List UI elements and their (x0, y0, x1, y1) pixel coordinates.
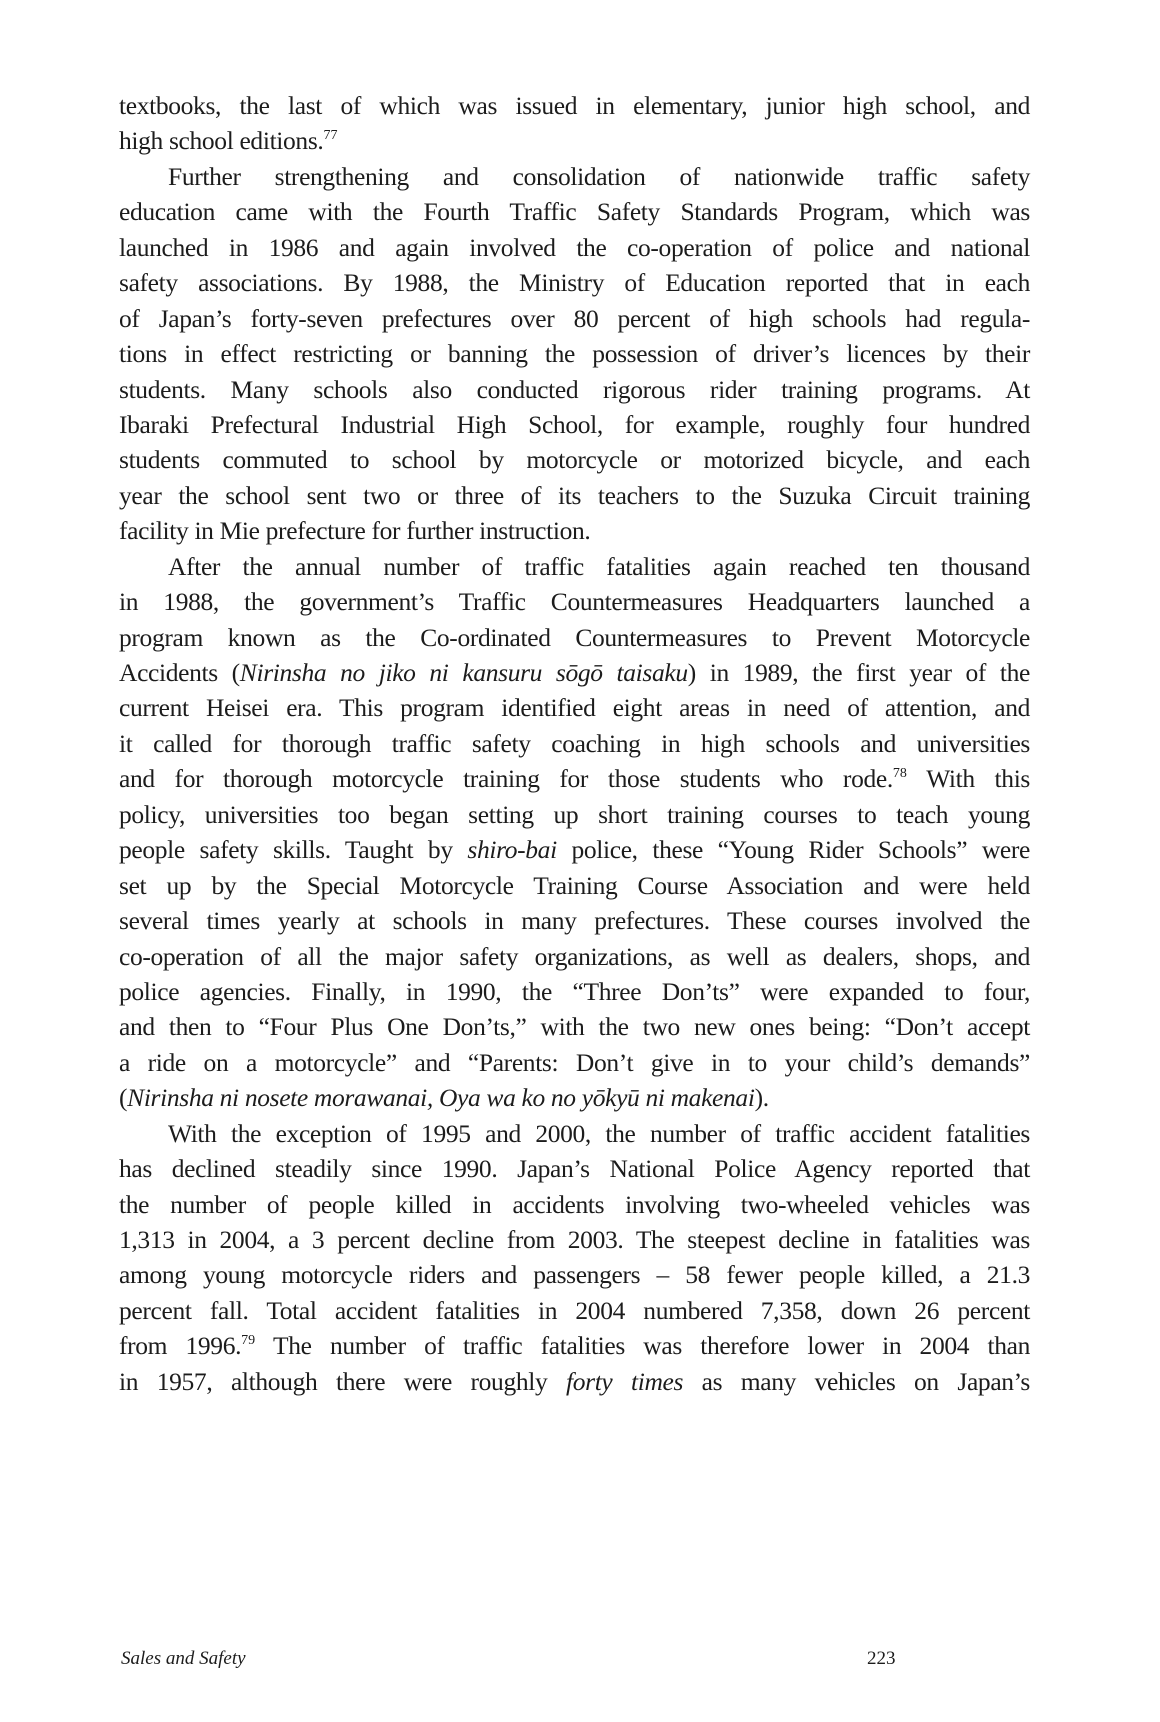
text-segment: has declined steadily since 1990. Japan’s National Police Agency reported that (119, 1154, 1030, 1184)
text-line (119, 230, 1030, 265)
text-segment: in 1957, although there were roughly (119, 1366, 566, 1396)
text-line (119, 903, 1030, 938)
text-line (119, 1045, 1030, 1080)
text-line (119, 301, 1030, 336)
text-segment: several times yearly at schools in many prefectures. These courses involved the (119, 906, 1030, 936)
text-line (119, 513, 1030, 548)
text-segment: program known as the Co-ordinated Countermeasures to Prevent Motorcycle (119, 622, 1030, 652)
paragraph (119, 88, 1030, 159)
text-segment: percent fall. Total accident fatalities in 2004 numbered 7,358, down 26 percent (119, 1295, 1030, 1325)
text-segment: facility in Mie prefecture for further instruction. (119, 516, 591, 546)
text-line (119, 194, 1030, 229)
text-segment: With the exception of 1995 and 2000, the number of traffic accident fatalities (168, 1118, 1030, 1148)
text-segment: Accidents ( (119, 658, 240, 687)
text-segment: among young motorcycle riders and passengers – 58 fewer people killed, a 21.3 (119, 1260, 1030, 1290)
text-segment: students commuted to school by motorcycle or motorized bicycle, and each (119, 445, 1030, 475)
body-text (119, 88, 1030, 1399)
text-segment: students. Many schools also conducted rigorous rider training programs. At (119, 374, 1030, 404)
text-segment: tions in effect restricting or banning the possession of driver’s licences by their (119, 339, 1030, 369)
text-segment: from 1996. (119, 1331, 242, 1361)
text-line (119, 974, 1030, 1009)
text-line (119, 797, 1030, 832)
text-segment: set up by the Special Motorcycle Training Course Association and were held (119, 870, 1030, 900)
text-segment: of Japan’s forty-seven prefectures over 80 percent of high schools had regula- (119, 303, 1030, 333)
text-segment: ). (754, 1083, 769, 1113)
text-segment: police, these “Young Rider Schools” were (556, 835, 1030, 865)
text-segment: Further strengthening and consolidation of nationwide traffic safety (168, 161, 1030, 191)
text-segment: high school editions. (119, 126, 324, 156)
text-segment: education came with the Fourth Traffic Safety Standards Program, which was (119, 197, 1030, 227)
text-segment: ) in 1989, the first year of the (687, 658, 1030, 687)
text-segment: in 1988, the government’s Traffic Countermeasures Headquarters launched a (119, 587, 1030, 617)
footnote-marker: 77 (323, 128, 338, 144)
page-footer (121, 1644, 991, 1674)
italic-text: Nirinsha ni nosete morawanai, Oya wa ko no yōkyū ni makenai (127, 1083, 755, 1113)
text-segment: police agencies. Finally, in 1990, the “Three Don’ts” were expanded to four, (119, 976, 1030, 1006)
text-segment: and for thorough motorcycle training for those students who rode. (119, 764, 893, 794)
footnote-marker: 79 (241, 1333, 256, 1349)
text-segment: it called for thorough traffic safety coaching in high schools and universities (119, 728, 1030, 758)
text-line (119, 1222, 1030, 1257)
text-line (119, 1009, 1030, 1044)
text-segment: launched in 1986 and again involved the co-operation of police and national (119, 232, 1030, 262)
text-line (119, 726, 1030, 761)
paragraph (119, 1116, 1030, 1400)
text-line (119, 832, 1030, 867)
footnote-marker: 78 (892, 766, 907, 782)
text-line (119, 1187, 1030, 1222)
text-line (119, 549, 1030, 584)
text-line (119, 690, 1030, 725)
text-line (119, 123, 1030, 158)
text-line (119, 1080, 1030, 1115)
text-line (119, 336, 1030, 371)
text-line (119, 159, 1030, 194)
text-segment: safety associations. By 1988, the Ministry of Education reported that in each (119, 268, 1030, 298)
text-line (119, 939, 1030, 974)
text-line (119, 1328, 1030, 1363)
text-segment: year the school sent two or three of its teachers to the Suzuka Circuit training (119, 480, 1030, 510)
text-segment: ( (119, 1083, 128, 1113)
text-segment: textbooks, the last of which was issued in elementary, junior high school, and (119, 91, 1030, 120)
text-segment: co-operation of all the major safety organizations, as well as dealers, shops, and (119, 941, 1030, 971)
text-segment: current Heisei era. This program identified eight areas in need of attention, and (119, 693, 1030, 723)
text-segment: as many vehicles on Japan’s (683, 1366, 1030, 1396)
text-line (119, 868, 1030, 903)
text-segment: and then to “Four Plus One Don’ts,” with the two new ones being: “Don’t accept (119, 1012, 1030, 1042)
text-line (119, 372, 1030, 407)
text-line (119, 620, 1030, 655)
italic-text: forty times (565, 1366, 684, 1396)
text-segment: 1,313 in 2004, a 3 percent decline from 2003. The steepest decline in fatalities was (119, 1225, 1030, 1254)
text-segment: people safety skills. Taught by (119, 835, 468, 865)
paragraph (119, 159, 1030, 549)
text-segment: With this (906, 764, 1030, 794)
italic-text: shiro-bai (467, 835, 557, 865)
text-line (119, 1364, 1030, 1399)
text-line (119, 88, 1030, 123)
text-line (119, 265, 1030, 300)
text-segment: policy, universities too began setting up short training courses to teach young (119, 799, 1030, 829)
text-line (119, 1257, 1030, 1292)
text-line (119, 584, 1030, 619)
page-number: 223 (867, 1648, 896, 1669)
text-segment: Ibaraki Prefectural Industrial High School, for example, roughly four hundred (119, 409, 1030, 439)
text-line (119, 655, 1030, 690)
paragraph (119, 549, 1030, 1116)
text-segment: The number of traffic fatalities was therefore lower in 2004 than (255, 1331, 1030, 1361)
text-line (119, 1116, 1030, 1151)
text-segment: a ride on a motorcycle” and “Parents: Don’t give in to your child’s demands” (119, 1047, 1030, 1077)
text-line (119, 1293, 1030, 1328)
text-line (119, 761, 1030, 796)
text-line (119, 442, 1030, 477)
text-line (119, 478, 1030, 513)
text-segment: After the annual number of traffic fatalities again reached ten thousand (168, 551, 1030, 581)
text-segment: the number of people killed in accidents involving two-wheeled vehicles was (119, 1189, 1030, 1219)
text-line (119, 1151, 1030, 1186)
running-title: Sales and Safety (121, 1648, 246, 1669)
text-line (119, 407, 1030, 442)
italic-text: Nirinsha no jiko ni kansuru sōgō taisaku (239, 658, 688, 687)
